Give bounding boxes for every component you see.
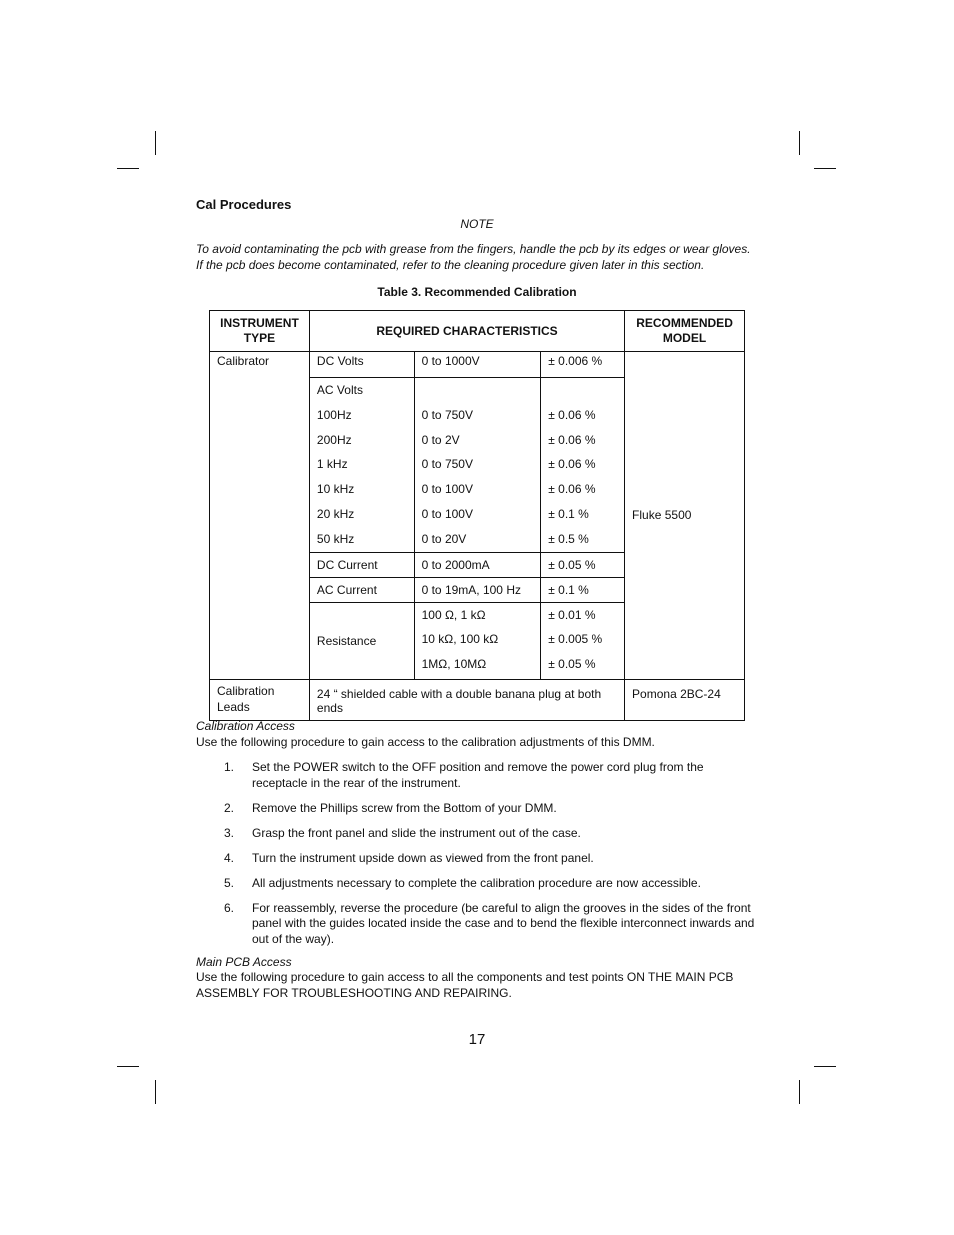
crop-mark-bottom-right [799,1080,800,1104]
characteristic-label: AC Current [309,577,414,602]
section-heading: Cal Procedures [196,197,292,212]
ac-volts-ranges: 0 to 750V 0 to 2V 0 to 750V 0 to 100V 0 to 100V 0 to 20V [414,378,541,553]
accuracy-cell: ± 0.05 % [541,552,625,577]
accuracy-cell: ± 0.1 % [541,577,625,602]
ac-volts-accuracies: ± 0.06 % ± 0.06 % ± 0.06 % ± 0.06 % ± 0.1 % ± 0.5 % [541,378,625,553]
characteristic-label: DC Current [309,552,414,577]
crop-mark-top-left [155,131,156,155]
model-cell: Fluke 5500 [625,352,745,680]
table-header-row [210,311,745,352]
table-row [210,352,745,378]
characteristic-label: DC Volts [309,352,414,378]
resistance-accuracies: ± 0.01 % ± 0.005 % ± 0.05 % [541,602,625,679]
calibration-access-steps [196,760,756,957]
table-title: Table 3. Recommended Calibration [377,285,577,299]
instrument-type-cell [210,602,310,679]
ac-volts-labels: AC Volts 100Hz 200Hz 1 kHz 10 kHz 20 kHz 50 kHz [309,378,414,553]
resistance-ranges: 100 Ω, 1 kΩ 10 kΩ, 100 kΩ 1MΩ, 10MΩ [414,602,541,679]
leads-characteristics: 24 “ shielded cable with a double banana plug at both ends [309,679,624,720]
page-number: 17 [468,1031,486,1048]
list-item: 1. Set the POWER switch to the OFF position and remove the power cord plug from the receptacle in the rear of the instrument. [224,760,704,790]
calibration-access-intro: Use the following procedure to gain access to the calibration adjustments of this DMM. [196,735,655,749]
crop-mark-bottom-left [155,1080,156,1104]
header-recommended-model: RECOMMENDED MODEL [625,311,745,352]
table-row [210,679,745,720]
header-required-characteristics: REQUIRED CHARACTERISTICS [309,311,624,352]
header-instrument-type: INSTRUMENT TYPE [210,311,310,352]
accuracy-cell: ± 0.006 % [541,352,625,378]
range-cell: 0 to 2000mA [414,552,541,577]
model-cell: Pomona 2BC-24 [625,679,745,720]
instrument-type-cell: Calibrator [210,352,310,378]
calibration-table [209,310,745,721]
crop-mark-bottom-left [117,1066,139,1067]
crop-mark-top-right [814,168,836,169]
range-cell: 0 to 1000V [414,352,541,378]
calibration-access-title: Calibration Access [196,719,295,733]
instrument-type-cell [210,378,310,553]
list-item: 6. For reassembly, reverse the procedure (be careful to align the grooves in the sides of the front panel with the guides located inside the case and to bend the flexible interconnect inwards and out of the way). [224,900,755,946]
list-item: 3. Grasp the front panel and slide the instrument out of the case. [224,825,581,840]
crop-mark-top-left [117,168,139,169]
main-pcb-access-title: Main PCB Access [196,955,292,969]
list-item: 2. Remove the Phillips screw from the Bottom of your DMM. [224,800,557,815]
instrument-type-cell: Calibration Leads [210,679,310,720]
range-cell: 0 to 19mA, 100 Hz [414,577,541,602]
crop-mark-bottom-right [814,1066,836,1067]
main-pcb-access-intro: Use the following procedure to gain access to all the components and test points ON THE MAIN PCB ASSEMBLY FOR TROUBLESHOOTING AND REPAIRING. [196,970,734,1000]
list-item: 4. Turn the instrument upside down as viewed from the front panel. [224,850,594,865]
list-item: 5. All adjustments necessary to complete the calibration procedure are now accessible. [224,875,701,890]
crop-mark-top-right [799,131,800,155]
characteristic-label: Resistance [309,602,414,679]
instrument-type-cell [210,552,310,577]
note-label: NOTE [460,217,494,231]
note-text: To avoid contaminating the pcb with grease from the fingers, handle the pcb by its edges or wear gloves. If the pcb does become contaminated, refer to the cleaning procedure given later in this section. [196,242,751,272]
instrument-type-cell [210,577,310,602]
